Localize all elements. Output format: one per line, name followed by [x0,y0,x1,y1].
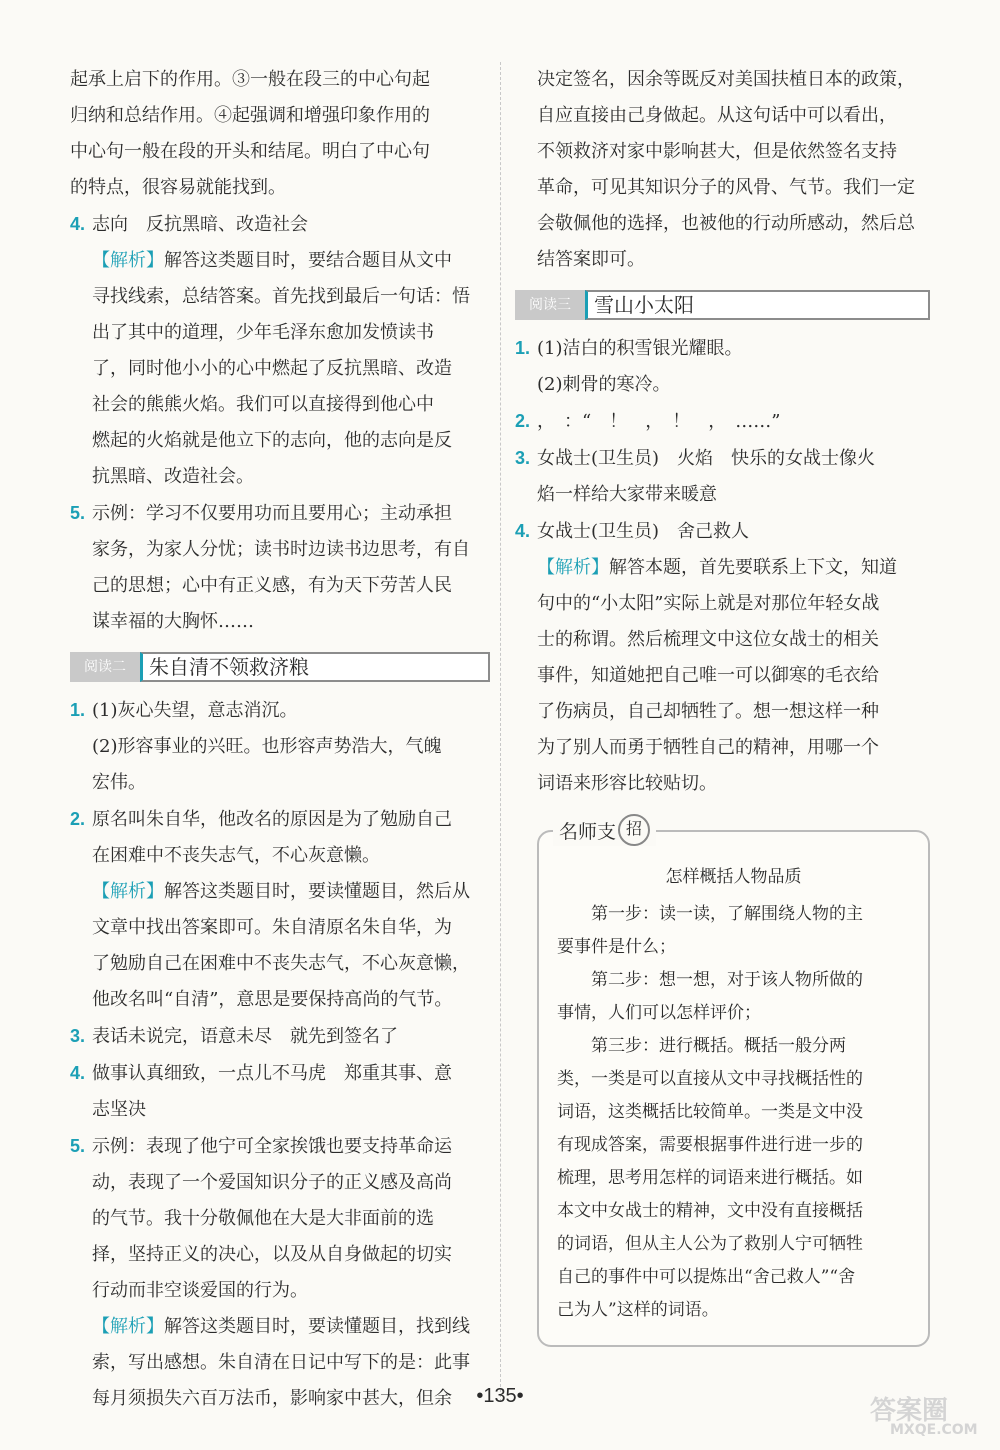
analysis-text: 解答这类题目时，要读懂题目，然后从 [164,881,470,902]
answer-item [515,330,930,367]
answer-text: ， ：“ ！ ， ！ ， ……” [537,411,781,432]
tip-header-text: 名师支 [559,820,617,843]
tip-line: 自己的事件中可以提炼出“舍己救人”“舍 [557,1267,856,1287]
question-number: 4. [70,214,86,234]
text-line: 归纳和总结作用。④起强调和增强印象作用的 [70,105,430,126]
analysis-line: 寻找线索，总结答案。首先找到最后一句话：悟 [92,286,470,307]
analysis-line: 文章中找出答案即可。朱自清原名朱自华，为 [92,917,452,938]
text-line: 中心句一般在段的开头和结尾。明白了中心句 [70,141,430,162]
answer-item [70,801,490,838]
analysis-line: 了勉励自己在困难中不丧失志气，不心灰意懒， [92,953,470,974]
question-number: 1. [515,338,531,358]
analysis-line: 士的称谓。然后梳理文中这位女战士的相关 [537,629,879,650]
answer-line: 在困难中不丧失志气，不心灰意懒。 [92,845,380,866]
question-number: 5. [70,503,86,523]
answer-item [70,495,490,532]
answer-line: 志坚决 [92,1099,146,1120]
answer-line: 家务，为家人分忧；读书时边读书边思考，有自 [92,539,470,560]
answer-text: 示例：学习不仅要用功而且要用心；主动承担 [92,503,452,524]
analysis-line: 他改名叫“自清”，意思是要保持高尚的气节。 [92,989,453,1010]
answer-text: 志向 反抗黑暗、改造社会 [92,214,308,235]
answer-item [70,1018,490,1055]
analysis-line: 革命，可见其知识分子的风骨、气节。我们一定 [537,177,915,198]
analysis-line: 索，写出感想。朱自清在日记中写下的是：此事 [92,1352,470,1373]
analysis-line: 了，同时他小小的心中燃起了反抗黑暗、改造 [92,358,452,379]
answer-text: 女战士(卫生员) 火焰 快乐的女战士像火 [537,448,876,469]
question-number: 1. [70,700,86,720]
question-number: 4. [515,521,531,541]
tip-line: 第三步：进行概括。概括一般分两 [591,1036,846,1056]
analysis-line [70,874,490,910]
analysis-line: 词语来形容比较贴切。 [537,773,717,794]
section-label: 阅读三 [515,290,585,320]
answer-item [515,440,930,477]
answer-text: (1)洁白的积雪银光耀眼。 [537,338,743,359]
tip-line: 类，一类是可以直接从文中寻找概括性的 [557,1069,863,1089]
left-column [70,62,490,1417]
tip-line: 第二步：想一想，对于该人物所做的 [591,970,863,990]
answer-text: 示例：表现了他宁可全家挨饿也要支持革命运 [92,1136,452,1157]
analysis-line: 抗黑暗、改造社会。 [92,466,254,487]
teacher-tip-box [537,819,930,1347]
answer-line: 谋幸福的大胸怀…… [92,611,254,632]
analysis-line: 了伤病员，自己却牺牲了。想一想这样一种 [537,701,879,722]
section-header [70,652,490,682]
section-title: 雪山小太阳 [585,290,930,320]
analysis-line: 出了其中的道理，少年毛泽东愈加发愤读书 [92,322,434,343]
analysis-line: 每月须损失六百万法币，影响家中甚大，但余 [92,1388,452,1409]
answer-text: 表话未说完，语意未尽 就先到签名了 [92,1026,398,1047]
answer-item [515,513,930,550]
tip-line: 词语，这类概括比较简单。一类是文中没 [557,1102,863,1122]
watermark-logo: 答案圈 [870,1396,949,1426]
analysis-line: 自应直接由己身做起。从这句话中可以看出， [537,105,897,126]
answer-text: (1)灰心失望，意志消沉。 [92,700,298,721]
page-number: •135• [476,1385,524,1407]
analysis-line: 结答案即可。 [537,249,645,270]
answer-item [70,1128,490,1165]
analysis-line: 燃起的火焰就是他立下的志向，他的志向是反 [92,430,452,451]
section-title: 朱自清不领救济粮 [140,652,490,682]
answer-line: 行动而非空谈爱国的行为。 [92,1280,308,1301]
answer-line: (2)刺骨的寒冷。 [537,374,671,395]
analysis-text: 解答这类题目时，要结合题目从文中 [164,250,452,271]
analysis-line: 社会的熊熊火焰。我们可以直接得到他心中 [92,394,434,415]
analysis-text: 解答这类题目时，要读懂题目，找到线 [164,1316,470,1337]
analysis-line [70,243,490,279]
tip-line: 第一步：读一读，了解围绕人物的主 [591,904,863,924]
analysis-line: 不领救济对家中影响甚大，但是依然签名支持 [537,141,897,162]
answer-text: 做事认真细致，一点儿不马虎 郑重其事、意 [92,1063,452,1084]
answer-line: 择，坚持正义的决心，以及从自身做起的切实 [92,1244,452,1265]
tip-line: 本文中女战士的精神，文中没有直接概括 [557,1201,863,1221]
analysis-line: 事件，知道她把自己唯一可以御寒的毛衣给 [537,665,879,686]
tip-line: 事情，人们可以怎样评价； [557,1003,761,1023]
analysis-line [515,550,930,586]
section-header [515,290,930,320]
tip-title: 怎样概括人物品质 [665,867,802,887]
tip-badge: 招 [618,814,650,846]
question-number: 2. [70,809,86,829]
tip-line: 有现成答案，需要根据事件进行进一步的 [557,1135,863,1155]
text-line: 的特点，很容易就能找到。 [70,177,286,198]
answer-line: (2)形容事业的兴旺。也形容声势浩大，气魄 [92,736,442,757]
answer-text: 女战士(卫生员) 舍己救人 [537,521,750,542]
tip-line: 梳理，思考用怎样的词语来进行概括。如 [557,1168,863,1188]
answer-item [70,1055,490,1092]
answer-item [515,403,930,440]
column-divider [500,62,501,1402]
analysis-tag: 【解析】 [92,250,164,271]
analysis-line [70,1309,490,1345]
analysis-line: 会敬佩他的选择，也被他的行动所感动，然后总 [537,213,915,234]
analysis-text: 解答本题，首先要联系上下文，知道 [609,557,897,578]
question-number: 5. [70,1136,86,1156]
question-number: 3. [70,1026,86,1046]
answer-line: 的气节。我十分敬佩他在大是大非面前的选 [92,1208,434,1229]
tip-header-rule [689,830,908,832]
answer-text: 原名叫朱自华，他改名的原因是为了勉励自己 [92,809,452,830]
section-label: 阅读二 [70,652,140,682]
tip-line: 的词语，但从主人公为了救别人宁可牺牲 [557,1234,863,1254]
right-column [515,62,930,1347]
analysis-line: 句中的“小太阳”实际上就是对那位年轻女战 [537,593,880,614]
answer-item [70,206,490,243]
watermark-url: MXQE.COM [890,1422,978,1438]
answer-line: 宏伟。 [92,772,146,793]
analysis-tag: 【解析】 [92,1316,164,1337]
answer-line: 动，表现了一个爱国知识分子的正义感及高尚 [92,1172,452,1193]
analysis-tag: 【解析】 [537,557,609,578]
question-number: 3. [515,448,531,468]
tip-line: 要事件是什么； [557,937,676,957]
analysis-line: 为了别人而勇于牺牲自己的精神，用哪一个 [537,737,879,758]
answer-item [70,692,490,729]
tip-header [553,814,656,846]
answer-line: 己的思想；心中有正义感，有为天下劳苦人民 [92,575,452,596]
text-line: 起承上启下的作用。③一般在段三的中心句起 [70,69,430,90]
tip-line: 己为人”这样的词语。 [557,1300,719,1320]
analysis-line: 决定签名，因余等既反对美国扶植日本的政策， [537,69,915,90]
question-number: 4. [70,1063,86,1083]
answer-line: 焰一样给大家带来暖意 [537,484,717,505]
question-number: 2. [515,411,531,431]
analysis-tag: 【解析】 [92,881,164,902]
